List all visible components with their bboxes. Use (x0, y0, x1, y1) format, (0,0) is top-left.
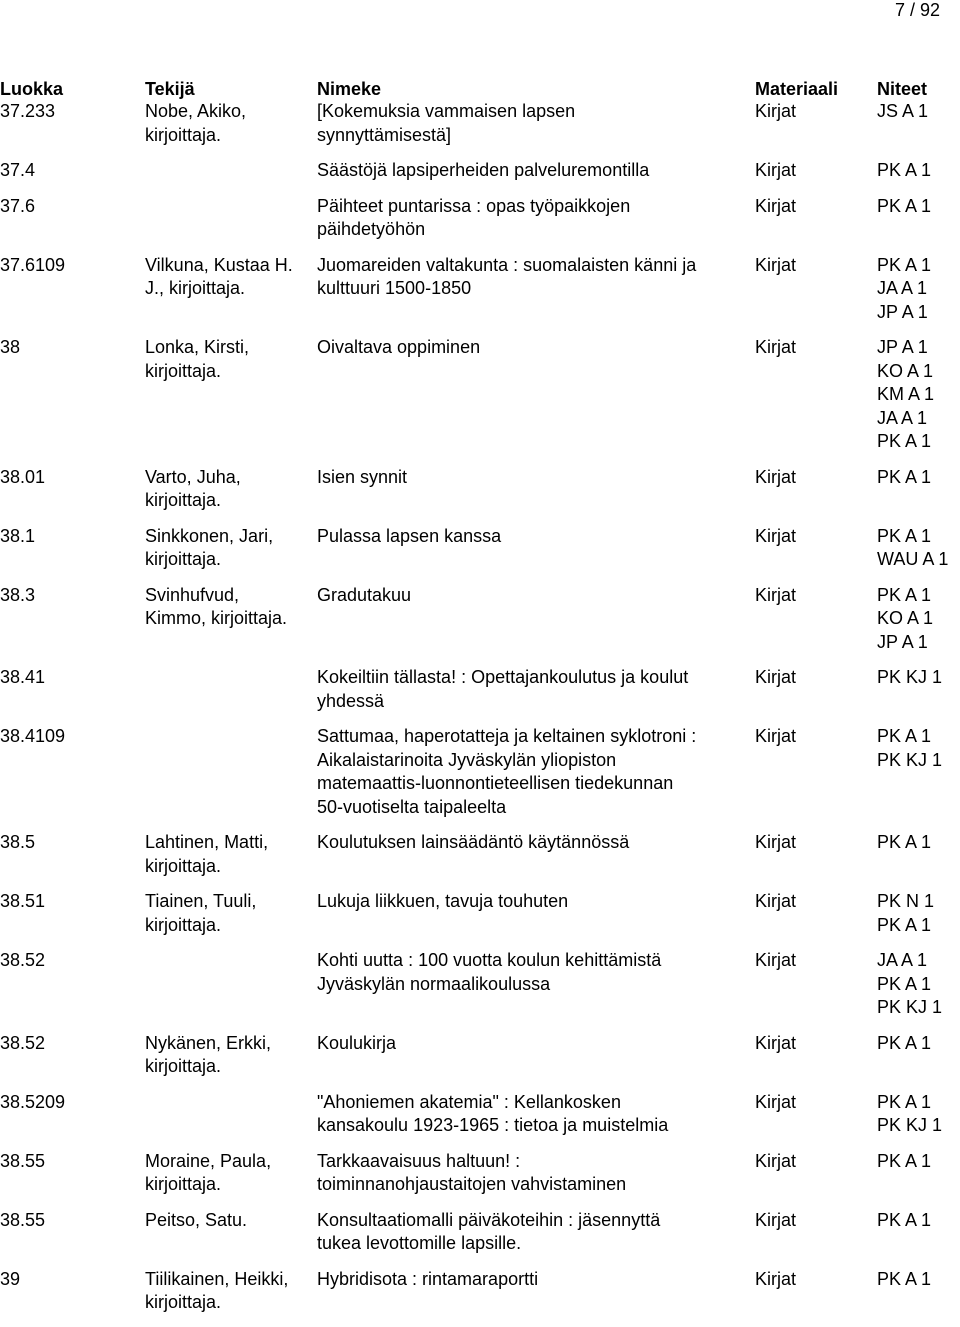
author-line: Lonka, Kirsti, (145, 337, 250, 357)
title-cell (317, 890, 755, 949)
table-row (0, 584, 958, 667)
copies-cell (877, 1091, 958, 1150)
material-cell (755, 1032, 877, 1091)
copy-location: JA A 1 (877, 278, 928, 298)
class-code: 37.6 (0, 195, 36, 216)
table-row (0, 1150, 958, 1209)
copies-cell (877, 466, 958, 525)
title-cell (317, 725, 755, 831)
class-cell (0, 831, 145, 890)
material-cell (755, 159, 877, 195)
title-cell (317, 159, 755, 195)
title-cell (317, 1150, 755, 1209)
title-cell (317, 195, 755, 254)
title-line: Tarkkaavaisuus haltuun! : (317, 1150, 521, 1171)
copies-cell (877, 1268, 958, 1327)
copy-location: PK A 1 (877, 160, 932, 180)
table-row (0, 195, 958, 254)
copies-cell (877, 336, 958, 466)
copies-cell (877, 666, 958, 725)
copy-location: PK KJ 1 (877, 749, 943, 770)
copy-location: PK A 1 (877, 1032, 932, 1053)
material-value: Kirjat (755, 195, 797, 216)
title-cell (317, 1091, 755, 1150)
title-cell (317, 949, 755, 1032)
class-code: 38.5209 (0, 1091, 66, 1112)
copy-location: PK KJ 1 (877, 997, 943, 1017)
copy-location: PK KJ 1 (877, 1115, 943, 1135)
copy-location: PK A 1 (877, 1091, 932, 1112)
class-code: 38.51 (0, 891, 46, 911)
title-line: Lukuja liikkuen, tavuja touhuten (317, 891, 569, 911)
title-line: matemaattis-luonnontieteellisen tiedekunnan (317, 773, 674, 793)
copy-location: JS A 1 (877, 101, 929, 121)
copy-location: KM A 1 (877, 384, 935, 404)
material-cell (755, 949, 877, 1032)
material-cell (755, 525, 877, 584)
title-line: Isien synnit (317, 466, 408, 487)
column-header-copies: Niteet (877, 79, 928, 99)
class-code: 38 (0, 337, 21, 357)
table-row (0, 1032, 958, 1091)
author-cell (145, 525, 317, 584)
author-cell (145, 1032, 317, 1091)
author-cell (145, 584, 317, 667)
copy-location: PK A 1 (877, 584, 932, 605)
class-cell (0, 1091, 145, 1150)
title-line: Gradutakuu (317, 584, 412, 605)
copy-location: JA A 1 (877, 950, 928, 970)
copies-cell (877, 525, 958, 584)
title-cell (317, 584, 755, 667)
table-row (0, 1091, 958, 1150)
material-cell (755, 466, 877, 525)
author-line: Peitso, Satu. (145, 1209, 248, 1230)
column-header-author: Tekijä (145, 79, 195, 99)
class-cell (0, 195, 145, 254)
author-line: kirjoittaja. (145, 914, 222, 935)
title-line: Sattumaa, haperotatteja ja keltainen syklotroni : (317, 726, 697, 746)
title-line: tukea levottomille lapsille. (317, 1233, 522, 1253)
copy-location: PK A 1 (877, 431, 932, 451)
copies-cell (877, 831, 958, 890)
author-line: Sinkkonen, Jari, (145, 525, 274, 546)
class-cell (0, 1032, 145, 1091)
table-row (0, 1268, 958, 1327)
copies-cell (877, 1209, 958, 1268)
author-line: Tiainen, Tuuli, (145, 891, 257, 911)
class-cell (0, 725, 145, 831)
material-value: Kirjat (755, 466, 797, 487)
class-code: 38.41 (0, 667, 46, 687)
author-line: kirjoittaja. (145, 549, 222, 569)
author-line: Kimmo, kirjoittaja. (145, 608, 288, 628)
author-line: kirjoittaja. (145, 360, 222, 381)
title-line: Aikalaistarinoita Jyväskylän yliopiston (317, 749, 617, 770)
material-cell (755, 1209, 877, 1268)
author-cell (145, 831, 317, 890)
table-row (0, 949, 958, 1032)
table-row (0, 725, 958, 831)
class-cell (0, 254, 145, 337)
title-cell (317, 666, 755, 725)
material-cell (755, 195, 877, 254)
material-value: Kirjat (755, 667, 797, 687)
author-cell (145, 949, 317, 1032)
copy-location: PK KJ 1 (877, 667, 943, 687)
table-row (0, 466, 958, 525)
title-line: Pulassa lapsen kanssa (317, 525, 502, 546)
title-line: Koulukirja (317, 1032, 397, 1053)
material-cell (755, 725, 877, 831)
material-value: Kirjat (755, 525, 797, 546)
class-cell (0, 336, 145, 466)
copy-location: KO A 1 (877, 360, 934, 381)
author-cell (145, 725, 317, 831)
page-number: 7 / 92 (894, 0, 940, 20)
title-line: yhdessä (317, 690, 385, 711)
title-line: Kohti uutta : 100 vuotta koulun kehittämistä (317, 950, 662, 970)
author-line: Vilkuna, Kustaa H. (145, 254, 293, 275)
material-value: Kirjat (755, 1032, 797, 1053)
author-line: J., kirjoittaja. (145, 278, 246, 298)
column-header-class: Luokka (0, 79, 64, 99)
author-line: kirjoittaja. (145, 1056, 222, 1076)
copies-cell (877, 100, 958, 159)
class-code: 38.3 (0, 584, 36, 605)
author-line: kirjoittaja. (145, 855, 222, 876)
title-line: Jyväskylän normaalikoulussa (317, 973, 551, 994)
material-value: Kirjat (755, 1150, 797, 1171)
author-cell (145, 159, 317, 195)
class-cell (0, 1209, 145, 1268)
column-header-material: Materiaali (755, 79, 839, 99)
author-line: Lahtinen, Matti, (145, 832, 269, 852)
table-row (0, 159, 958, 195)
material-cell (755, 584, 877, 667)
table-row (0, 831, 958, 890)
class-cell (0, 1150, 145, 1209)
class-cell (0, 525, 145, 584)
class-code: 38.52 (0, 1032, 46, 1053)
title-cell (317, 466, 755, 525)
class-cell (0, 666, 145, 725)
title-cell (317, 1209, 755, 1268)
material-value: Kirjat (755, 101, 797, 121)
author-cell (145, 195, 317, 254)
title-line: Hybridisota : rintamaraportti (317, 1268, 539, 1289)
title-cell (317, 254, 755, 337)
class-cell (0, 890, 145, 949)
author-cell (145, 466, 317, 525)
material-value: Kirjat (755, 160, 797, 180)
author-line: kirjoittaja. (145, 1174, 222, 1194)
copy-location: PK A 1 (877, 914, 932, 935)
title-line: Oivaltava oppiminen (317, 337, 481, 357)
author-line: Varto, Juha, (145, 466, 241, 487)
title-line: Konsultaatiomalli päiväkoteihin : jäsennyttä (317, 1209, 661, 1230)
material-cell (755, 100, 877, 159)
title-line: Koulutuksen lainsäädäntö käytännössä (317, 832, 630, 852)
copies-cell (877, 1150, 958, 1209)
author-cell (145, 100, 317, 159)
material-value: Kirjat (755, 584, 797, 605)
copies-cell (877, 1032, 958, 1091)
copy-location: PK A 1 (877, 1150, 932, 1171)
class-cell (0, 1268, 145, 1327)
author-line: Nobe, Akiko, (145, 101, 247, 121)
copy-location: JA A 1 (877, 407, 928, 428)
class-code: 38.1 (0, 525, 36, 546)
title-line: Päihteet puntarissa : opas työpaikkojen (317, 195, 631, 216)
class-code: 38.4109 (0, 726, 66, 746)
class-code: 37.4 (0, 160, 36, 180)
table-row (0, 890, 958, 949)
column-header-title: Nimeke (317, 79, 382, 99)
material-value: Kirjat (755, 1209, 797, 1230)
title-cell (317, 100, 755, 159)
title-line: kulttuuri 1500-1850 (317, 278, 472, 298)
table-row (0, 336, 958, 466)
title-line: 50-vuotiselta taipaleelta (317, 796, 507, 817)
author-line: Tiilikainen, Heikki, (145, 1268, 289, 1289)
class-code: 37.6109 (0, 254, 66, 275)
class-cell (0, 949, 145, 1032)
title-cell (317, 525, 755, 584)
material-cell (755, 1091, 877, 1150)
title-cell (317, 1268, 755, 1327)
table-row (0, 100, 958, 159)
copies-cell (877, 254, 958, 337)
copies-cell (877, 159, 958, 195)
class-cell (0, 584, 145, 667)
author-cell (145, 1091, 317, 1150)
material-value: Kirjat (755, 337, 797, 357)
table-row (0, 666, 958, 725)
copy-location: PK N 1 (877, 891, 935, 911)
copies-cell (877, 195, 958, 254)
author-line: Svinhufvud, (145, 584, 240, 605)
material-cell (755, 890, 877, 949)
author-cell (145, 336, 317, 466)
class-code: 38.55 (0, 1209, 46, 1230)
copies-cell (877, 949, 958, 1032)
title-line: Säästöjä lapsiperheiden palveluremontilla (317, 160, 650, 180)
class-code: 37.233 (0, 101, 56, 121)
table-header-row (0, 72, 958, 100)
copy-location: PK A 1 (877, 973, 932, 994)
copy-location: WAU A 1 (877, 549, 949, 569)
author-cell (145, 1150, 317, 1209)
class-code: 39 (0, 1268, 21, 1289)
material-value: Kirjat (755, 726, 797, 746)
material-value: Kirjat (755, 1091, 797, 1112)
material-value: Kirjat (755, 891, 797, 911)
copies-cell (877, 890, 958, 949)
material-cell (755, 254, 877, 337)
author-line: Nykänen, Erkki, (145, 1032, 272, 1053)
material-cell (755, 1268, 877, 1327)
author-line: kirjoittaja. (145, 1292, 222, 1312)
title-line: synnyttämisestä] (317, 124, 452, 145)
table-row (0, 254, 958, 337)
copy-location: PK A 1 (877, 832, 932, 852)
author-line: kirjoittaja. (145, 124, 222, 145)
title-line: toiminnanohjaustaitojen vahvistaminen (317, 1174, 627, 1194)
table-row (0, 525, 958, 584)
title-line: päihdetyöhön (317, 219, 426, 239)
material-value: Kirjat (755, 1268, 797, 1289)
author-cell (145, 254, 317, 337)
copy-location: JP A 1 (877, 631, 928, 652)
copies-cell (877, 584, 958, 667)
material-cell (755, 831, 877, 890)
title-line: kansakoulu 1923-1965 : tietoa ja muistelmia (317, 1115, 669, 1135)
material-value: Kirjat (755, 254, 797, 275)
title-cell (317, 336, 755, 466)
author-cell (145, 666, 317, 725)
author-line: Moraine, Paula, (145, 1150, 272, 1171)
material-cell (755, 1150, 877, 1209)
copy-location: PK A 1 (877, 254, 932, 275)
copy-location: KO A 1 (877, 608, 934, 628)
title-line: Kokeiltiin tällasta! : Opettajankoulutus ja koulut (317, 667, 689, 687)
class-code: 38.55 (0, 1150, 46, 1171)
title-line: "Ahoniemen akatemia" : Kellankosken (317, 1091, 621, 1112)
author-cell (145, 890, 317, 949)
copy-location: PK A 1 (877, 1268, 932, 1289)
copy-location: JP A 1 (877, 301, 928, 322)
copy-location: PK A 1 (877, 525, 932, 546)
catalog-table (0, 72, 958, 1327)
title-cell (317, 1032, 755, 1091)
material-cell (755, 336, 877, 466)
material-value: Kirjat (755, 950, 797, 970)
class-cell (0, 466, 145, 525)
class-cell (0, 100, 145, 159)
material-cell (755, 666, 877, 725)
title-line: [Kokemuksia vammaisen lapsen (317, 101, 576, 121)
title-cell (317, 831, 755, 890)
copies-cell (877, 725, 958, 831)
class-code: 38.52 (0, 950, 46, 970)
copy-location: PK A 1 (877, 1209, 932, 1230)
copy-location: PK A 1 (877, 195, 932, 216)
table-body (0, 100, 958, 1327)
title-line: Juomareiden valtakunta : suomalaisten känni ja (317, 254, 697, 275)
author-cell (145, 1209, 317, 1268)
class-cell (0, 159, 145, 195)
class-code: 38.01 (0, 466, 46, 487)
material-value: Kirjat (755, 832, 797, 852)
copy-location: PK A 1 (877, 726, 932, 746)
class-code: 38.5 (0, 832, 36, 852)
copy-location: PK A 1 (877, 466, 932, 487)
author-line: kirjoittaja. (145, 490, 222, 510)
author-cell (145, 1268, 317, 1327)
copy-location: JP A 1 (877, 337, 928, 357)
table-row (0, 1209, 958, 1268)
